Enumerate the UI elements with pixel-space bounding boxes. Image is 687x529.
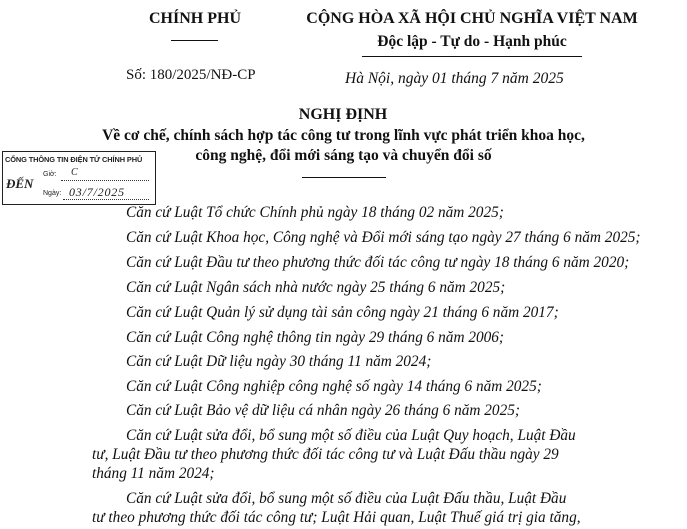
document-type: NGHỊ ĐỊNH <box>298 106 388 123</box>
stamp-label: ĐẾN <box>6 176 34 191</box>
stamp-date-label: Ngày: <box>43 190 62 197</box>
legal-basis-line: Căn cứ Luật Tổ chức Chính phủ ngày 18 tháng 02 năm 2025; <box>126 204 504 221</box>
issuer-underline <box>171 40 218 41</box>
legal-basis-paragraph-line: Căn cứ Luật sửa đổi, bổ sung một số điều của Luật Quy hoạch, Luật Đầu <box>126 427 576 444</box>
stamp-time-label: Giờ: <box>43 171 57 178</box>
legal-basis-line: Căn cứ Luật Dữ liệu ngày 30 tháng 11 năm 2024; <box>126 353 432 370</box>
legal-basis-line: Căn cứ Luật Công nghệ thông tin ngày 29 tháng 6 năm 2006; <box>126 329 505 346</box>
legal-basis-line: Căn cứ Luật Công nghiệp công nghệ số ngày 14 tháng 6 năm 2025; <box>126 378 542 395</box>
document-title-line-2: công nghệ, đổi mới sáng tạo và chuyển đổi số <box>195 147 492 164</box>
stamp-header: CỔNG THÔNG TIN ĐIỆN TỬ CHÍNH PHỦ <box>5 155 143 164</box>
stamp-date-value: 03/7/2025 <box>69 185 125 199</box>
legal-basis-paragraph-line: Căn cứ Luật sửa đổi, bổ sung một số điều của Luật Đấu thầu, Luật Đầu <box>126 490 567 507</box>
legal-basis-paragraph-line: tháng 11 năm 2024; <box>92 465 215 482</box>
legal-basis-line: Căn cứ Luật Ngân sách nhà nước ngày 25 tháng 6 năm 2025; <box>126 279 506 296</box>
issuer-name: CHÍNH PHỦ <box>149 10 241 27</box>
national-motto: Độc lập - Tự do - Hạnh phúc <box>377 33 567 50</box>
title-underline <box>302 177 386 178</box>
stamp-date-dotline <box>63 199 149 200</box>
legal-basis-line: Căn cứ Luật Khoa học, Công nghệ và Đổi mới sáng tạo ngày 27 tháng 6 năm 2025; <box>126 229 641 246</box>
country-name: CỘNG HÒA XÃ HỘI CHỦ NGHĨA VIỆT NAM <box>306 10 638 27</box>
motto-underline <box>362 56 582 57</box>
legal-basis-paragraph-line: tư theo phương thức đối tác công tư; Luật Hải quan, Luật Thuế giá trị gia tăng, <box>92 509 581 526</box>
legal-basis-line: Căn cứ Luật Bảo vệ dữ liệu cá nhân ngày 26 tháng 6 năm 2025; <box>126 402 520 419</box>
document-title-line-1: Về cơ chế, chính sách hợp tác công tư trong lĩnh vực phát triển khoa học, <box>102 127 585 144</box>
stamp-time-dotline <box>61 180 149 181</box>
received-stamp <box>2 151 156 205</box>
document-number: Số: 180/2025/NĐ-CP <box>126 67 256 83</box>
stamp-time-value: C <box>71 167 78 178</box>
legal-basis-line: Căn cứ Luật Đầu tư theo phương thức đối tác công tư ngày 18 tháng 6 năm 2020; <box>126 254 630 271</box>
legal-basis-paragraph-line: tư, Luật Đầu tư theo phương thức đối tác công tư và Luật Đấu thầu ngày 29 <box>92 446 559 463</box>
place-and-date: Hà Nội, ngày 01 tháng 7 năm 2025 <box>345 70 564 87</box>
legal-basis-line: Căn cứ Luật Quản lý sử dụng tài sản công ngày 21 tháng 6 năm 2017; <box>126 304 559 321</box>
